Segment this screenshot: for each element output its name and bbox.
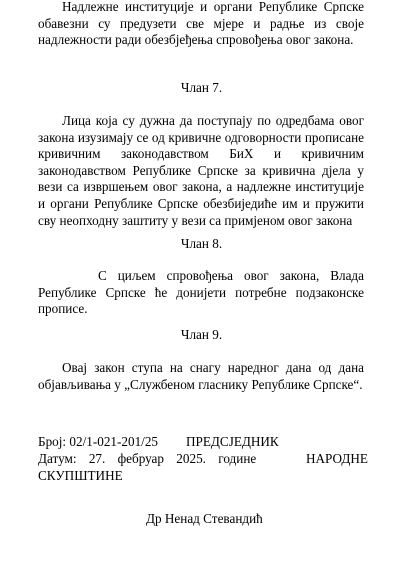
- article-9-heading: Члан 9.: [180, 327, 223, 342]
- article-7-heading: Члан 7.: [180, 80, 223, 95]
- article-8-heading: Члан 8.: [180, 236, 223, 251]
- signatory-title-line-2: НАРОДНЕ: [306, 451, 368, 466]
- intro-paragraph: Надлежне институције и органи Републике Српске обавезни су предузети све мјере и радње из своје надлежности ради обезбјеђења спровођења овог закона.: [38, 0, 364, 48]
- signatory-name: Др Ненад Стевандић: [146, 511, 263, 526]
- article-8-text: С циљем спровођења овог закона, Влада Републике Српске ће донијети потребне подзаконске прописе.: [38, 268, 364, 317]
- document-number: Број: 02/1-021-201/25: [38, 434, 159, 449]
- document-date: Датум: 27. фебруар 2025. године: [38, 451, 257, 466]
- article-9-text: Овај закон ступа на снагу наредног дана од дана објављивања у „Службеном гласнику Републике Српске“.: [38, 360, 364, 392]
- signatory-title-line-3: СКУПШТИНЕ: [38, 468, 123, 483]
- article-7-text: Лица која су дужна да поступају по одредбама овог закона изузимају се од кривичне одговорности прописане кривичним законодавством БиХ и кривичним законодавством Републике Српске за кривична дјела у вези са извршењем овог закона, а надлежне институције и органи Републике Српске обезбиједиће им и пружити сву неопходну заштиту у вези са примјеном овог закона: [38, 113, 364, 228]
- signatory-title-line-1: ПРЕДСЈЕДНИК: [186, 434, 279, 449]
